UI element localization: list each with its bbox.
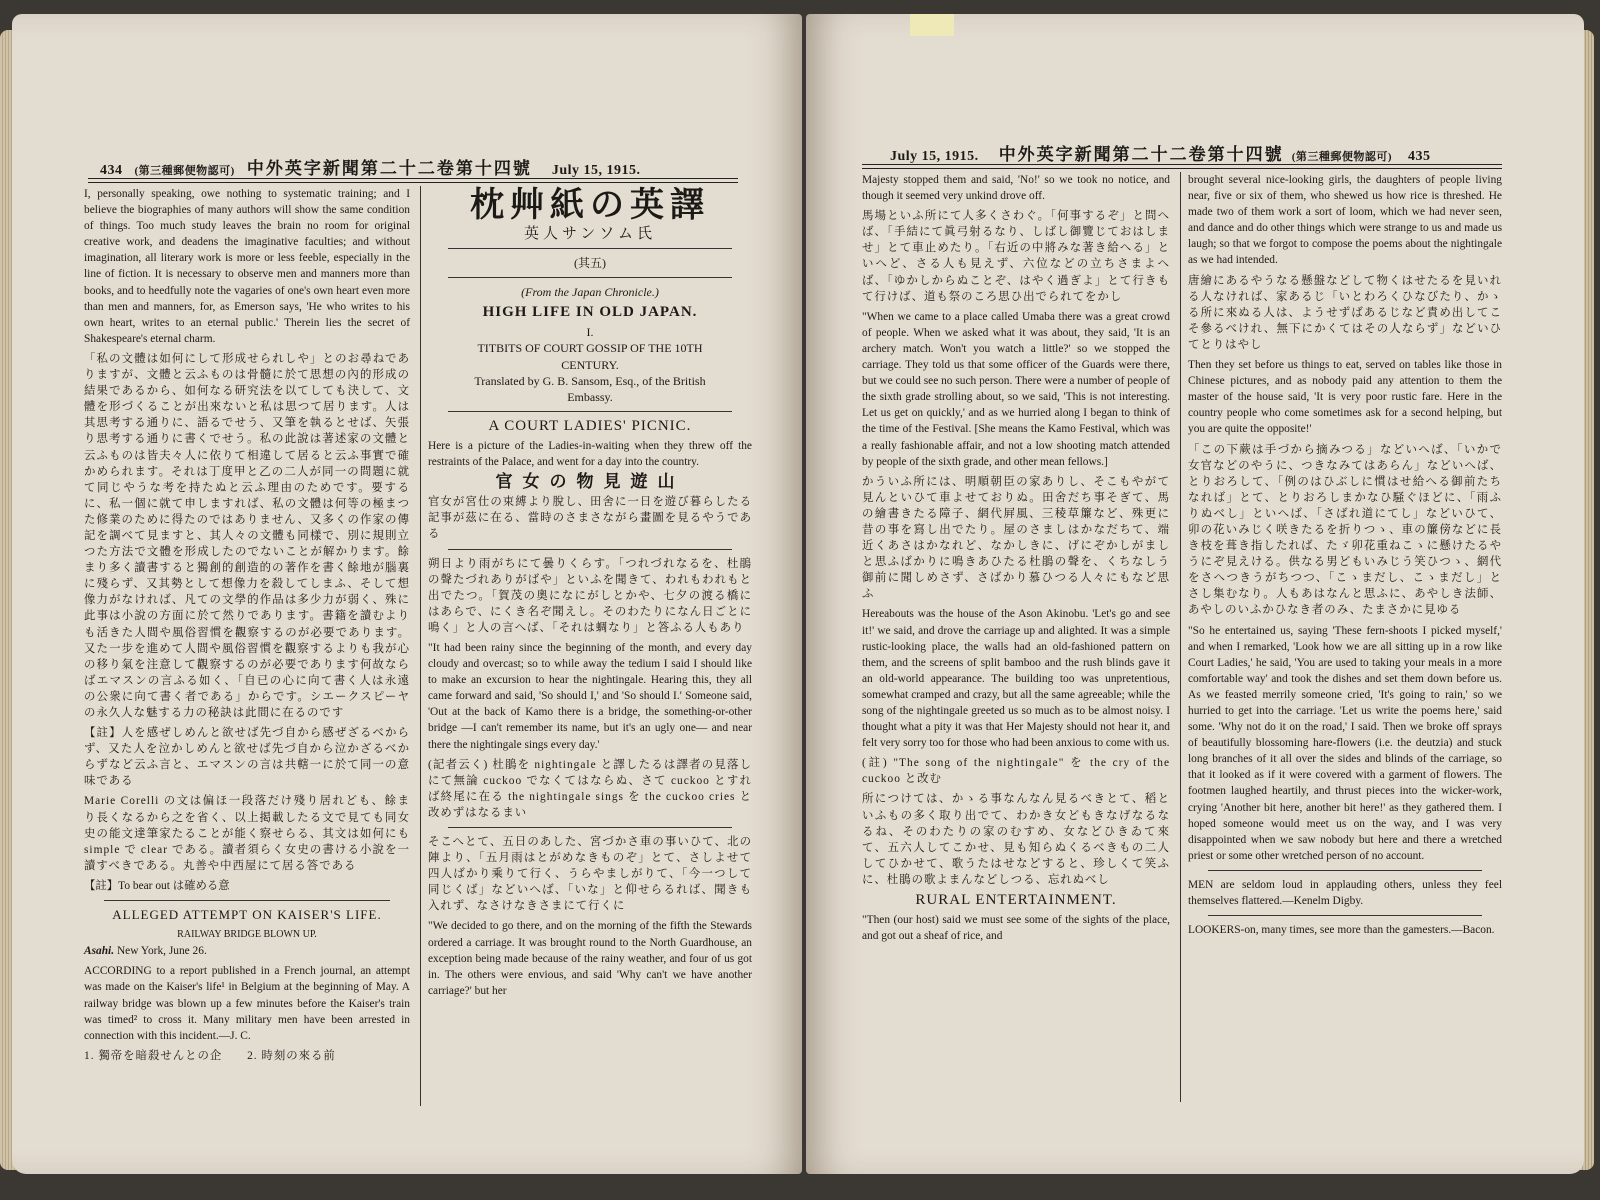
section-heading-jp: 官女の物見遊山 xyxy=(495,472,685,492)
translation-paragraph: Majesty stopped them and said, 'No!' so we took no notice, and though it seemed very unkind drove off. xyxy=(862,174,1170,203)
right-permit: (第三種郵便物認可) xyxy=(1291,151,1393,163)
divider xyxy=(1208,870,1482,871)
translation-paragraph: Then they set before us things to eat, served on tables like those in Chinese pictures, and as nobody paid any attention to them the master of the house said, 'It is very poor rustic fare. Here in the country people who come sometimes ask for a second helping, but you are quite the opposite!' xyxy=(1188,359,1502,436)
headline-numeral: I. xyxy=(586,325,594,340)
editor-note: (記者云く) 杜鵑を nightingale と譯したるは譯者の見落しにて無論 cuckoo でなくてはならぬ、さて cuckoo とすれば終尾に在る the nightingale sings を the cuckoo cries と改めずはなるまい xyxy=(428,758,752,819)
divider xyxy=(448,248,732,249)
quotation: LOOKERS-on, many times, see more than the gamesters.—Bacon. xyxy=(1188,924,1495,937)
original-text-jp: かういふ所には、明順朝臣の家ありし、そこもやがて見んといひて車よせておりぬ。田舍だち事そぎて、馬の繪書きたる障子、網代屛風、三稜草簾など、殊更に昔の事を寫し出でたり。屋のさましはかなだちて、端近くあさはかなれど、なかしきに、げにぞかしがましと思ふばかりに鳴きあひたる杜鵑の聲を、くちなしう御前に聞しめさず、さばかり慕ひつる人々にもなど思ふ xyxy=(862,475,1170,601)
translation-paragraph: Hereabouts was the house of the Ason Akinobu. 'Let's go and see it!' we said, and drove the carriage up and alighted. It was a simple rustic-looking place, the walls had an old-fashioned pattern on them, and the screens of split bamboo and the rush blinds gave it an old-world appearance. The building too was unpretentious, somewhat cramped and crazy, but all the same agreeable; while the song of the nightingale greeted us so much as to be almost noisy. I thought what a pity it was that Her Majesty should not hear it, and felt very sorry too for those who had been anxious to come with us. xyxy=(862,608,1170,750)
right-journal-title: 中外英字新聞第二十二卷第十四號 xyxy=(998,145,1284,164)
section-heading: RURAL ENTERTAINMENT. xyxy=(915,892,1117,909)
dateline-source: Asahi. xyxy=(84,945,115,958)
right-page xyxy=(806,14,1584,1174)
quotation: MEN are seldom loud in applauding others, unless they feel themselves flattered.—Kenelm Digby. xyxy=(1188,878,1502,908)
subtitle: TITBITS OF COURT GOSSIP OF THE 10TH CENTURY. xyxy=(477,341,703,372)
translation-paragraph: "Then (our host) said we must see some of the sights of the place, and got out a sheaf of rice, and xyxy=(862,914,1170,943)
left-column-2 xyxy=(428,186,752,1003)
divider xyxy=(448,277,732,278)
japanese-translation: 「私の文體は如何にして形成せられしや」とのお尋ねでありますが、文體と云ふものは骨髓に於て思想の內的形成の結果であるから、如何なる研究法を以てしても決して、文體を形づくることが出來ないと私は思つて居ります。人は其思考する通りに、語るでせう、又筆を執るとせば、矢張り思考する通りに書くでせう。私の此說は著述家の文體と云ふものは皆夫々人に依りて相違して居ると云ふ事實で確かめられます。それは丁度甲と乙の二人が同一の問題に就て同じやうな考を持たぬと云ふ理由のためです。要するに、私一個に就て申しますれば、私の文體は何等の極まつた修業のために得たのではありません、又多くの作家の傳記を調べて見ますと、其人々の文體も同樣で、別に規則立つた方法で文體を形成したのでないことが解かります。餘まり多く讀書すると獨創的創造的の著作を書く餘地が腦裏に殘らず、又其勢として想像力を殺してしまふ、そして想像力がなければ、凡ての文學的作品は多少力が弱く、殊に此事は小說の方面に於て然りであります。書籍を讀むよりも活きた人間や風俗習慣を觀察するのが必要であります。又た一步を進めて人間や風俗習慣を觀察するよりも我が心の移り氣を注意して觀察するのが必要であります何故ならばエマスンの言ふる如く、「自已の心に向て書く人は永遠の公衆に向て書く者である」からです。シエークスピーヤの永久人な魅する力の秘訣は此間に在るのです xyxy=(84,352,410,719)
intro-paragraph: Here is a picture of the Ladies-in-waiting when they threw off the restraints of the Palace, and went for a day into the country. xyxy=(428,439,752,469)
left-journal-title: 中外英字新聞第二十二卷第十四號 xyxy=(246,159,532,178)
original-text-jp: 馬場といふ所にて人多くさわぐ。「何事するぞ」と問へば、「手結にて眞弓射るなり、しばし御覽じておはしませ」とて車止めたり。「右近の中將みな著き給へる」といへど、さる人も見えず、六位などの立ちさまよへば、「ゆかしからぬことぞ、はやく過ぎよ」とて行きもて行けば、道も祭のころ思ひ出でられてをかし xyxy=(862,210,1170,303)
right-header xyxy=(890,140,1431,165)
footnotes: 1. 獨帝を暗殺せんとの企 2. 時刻の來る前 xyxy=(84,1049,336,1062)
right-column-2 xyxy=(1188,172,1502,942)
annotation-note: 【註】人を感ぜしめんと欲せば先づ自から感ぜざるべからず、又た人を泣かしめんと欲せば先づ自から泣かざるべからずなど云ふ言と、エマスンの言は共轄一に於て同一の意味である xyxy=(84,727,410,788)
left-column-1 xyxy=(84,186,410,1068)
part-number: (其五) xyxy=(574,256,606,271)
left-page xyxy=(12,14,802,1174)
kaiser-subheadline: RAILWAY BRIDGE BLOWN UP. xyxy=(177,929,317,941)
divider xyxy=(448,827,732,828)
right-column-1 xyxy=(862,172,1170,948)
right-date: July 15, 1915. xyxy=(890,149,979,164)
article-author-jp: 英人サンソム氏 xyxy=(523,226,657,242)
translation-paragraph: "When we came to a place called Umaba there was a great crowd of people. When we asked what it was about, they said, 'It is an archery match. Won't you watch a little?' so we stopped the carriage. They told us that some officer of the Guards were there, but we could see no such person. There were a number of people of the sixth grade strolling about, so we said, 'This is not interesting. Let us get on quickly,' and as we hurried along I began to think of the time of the Festival. [She means the Kamo Festival, which was a really fashionable affair, and not a low shooting match attended by people of the sixth grade, and other mean fellows.] xyxy=(862,310,1170,468)
original-text-jp: そこへとて、五日のあした、宮づかさ車の事いひて、北の陣より、「五月雨はとがめなきものぞ」とて、さしよせて四人ばかり乘りて行く、うらやましがりて、「今一つして同じくば」などいへば、「いな」と仰せらるれば、聞きも入れず、なさけなきさまにて行くに xyxy=(428,836,752,913)
intro-paragraph-jp: 官女が宮仕の束縛より脫し、田舍に一日を遊び暮らしたる記事が茲に在る、當時のさまさながら畫圖を見るやうである xyxy=(428,496,752,541)
right-page-number: 435 xyxy=(1408,149,1431,164)
kaiser-headline: ALLEGED ATTEMPT ON KAISER'S LIFE. xyxy=(112,907,382,923)
article-title-jp: 枕艸紙の英譯 xyxy=(470,187,710,224)
original-text-jp: 所につけては、かゝる事なんなん見るべきとて、稻といふもの多く取り出でて、わかき女どもきなげなるなるね、そのわたりの家のむすめ、女などひきゐて來て、五六人してこかせ、見も知らぬくるべきもの二人してひかせて、歌うたはせなどすると、珍しくて笑ふに、杜鵑の歌よまんなどしつる、忘れぬべし xyxy=(862,793,1170,886)
dateline: New York, June 26. xyxy=(116,945,207,958)
translation-paragraph: "It had been rainy since the beginning of the month, and every day cloudy and overcast; so to while away the tedium I said I should like to make an excursion to hear the nightingale. Hearing this, they all came forward and said, 'So should I,' and 'So should I.' Someone said, 'Out at the back of Kamo there is a bridge, the something-or-other bridge —I can't remember its name, but it's an ugly one— and near there the nightingale sings every day.' xyxy=(428,641,752,751)
translation-paragraph: "So he entertained us, saying 'These fern-shoots I picked myself,' and when I remarked, 'Look how we are all sitting up in a row like Court Ladies,' he said, 'You are used to taking your meals in a more comfortable way' and took the dishes and set them down before us. As we feasted merrily someone cried, 'It's going to rain,' so we hurried to get into the carriage. 'Let us write the poems here,' said some. 'Why not do it on the road,' I said. Then we broke off sprays of beautifully blossoming hare-flowers (i.e. the deutzia) and stuck long branches of it all over the sides and blinds of the carriage, so that it looked as if it were covered with a garment of flowers. The footmen laughed heartily, and thrust pieces into the wicker-work, crying 'Another bit here, another bit here!' as they gathered them. I hoped someone would meet us on the way, and I was very disappointed when we saw nobody but here and there a wretched priest or some other wretched person of no account. xyxy=(1188,624,1502,862)
right-column-divider xyxy=(1180,172,1181,1102)
annotation-note: (註) "The song of the nightingale" を the cry of the cuckoo と改む xyxy=(862,757,1170,786)
section-heading: A COURT LADIES' PICNIC. xyxy=(488,417,692,434)
divider xyxy=(448,549,732,550)
annotation-note: 【註】To bear out は確める意 xyxy=(84,879,230,892)
translator-credit: Translated by G. B. Sansom, Esq., of the British Embassy. xyxy=(474,373,706,404)
original-text-jp: 唐繪にあるやうなる懸盤などして物くはせたるを見いれる人なければ、家あるじ「いとわろくひなびたり、かゝる所に來ぬる人は、ようせずばあるじなど責め出してこそ參るべけれ、無下にかくてはその人ならず」などいひてとりはやし xyxy=(1188,274,1502,351)
divider xyxy=(1208,915,1482,916)
divider xyxy=(448,411,732,412)
divider xyxy=(104,900,390,901)
left-header-rule xyxy=(88,178,738,183)
source-credit: (From the Japan Chronicle.) xyxy=(521,285,659,300)
left-header xyxy=(100,154,641,179)
article-paragraph: Marie Corelli の文は偏ほ一段落だけ殘り居れども、餘まり長くなるから之を省く、以上掲載したる文で見ても同女史の能文達筆家たることが能く察せらる、其文は如何にも simple で clear である。讀者須らく女史の書ける小說を一讀すべきである。丸善や中西屋にて居る答である xyxy=(84,795,410,872)
original-text-jp: 朔日より雨がちにて曇りくらす。「つれづれなるを、杜鵑の聲たづれありがばや」といふを聞きて、われもわれもと出でたつ。「賀茂の奧になにがしとかや、七夕の渡る橋にはあらで、にくき名ぞ聞えし。そのわたりになん日ごとに鳴く」と人の言へば、「それは蜩なり」と答ふる人もあり xyxy=(428,557,752,634)
translation-paragraph: brought several nice-looking girls, the daughters of people living near, five or six of them, who shewed us how rice is threshed. He made two of them work a sort of loom, which we had never seen, and dance and do other things which were strange to us and made us laugh; so that we forgot to compose the poems about the nightingale as we had intended. xyxy=(1188,174,1502,267)
original-text-jp: 「この下蕨は手づから摘みつる」などいへば、「いかで女官などのやうに、つきなみてはあらん」などいへば、とりおろして、「例のはひぶしに慣はせ給へる御前たちなれば」とて、とりおろしまかなひ騒ぐほどに、「雨ふりぬべし」といへば、「さばれ道にてし」などいひて、卯の花いみじく咲きたるを折りつゝ、車の簾傍などに長き枝を葺き指したれば、たゞ卯花重ねこゝに懸けたるやうにぞ見えける。供なる男どもいみじう笑ひつゝ、網代をさへつきうがちつつ、「こゝまだし、こゝまだし」とさし集むなり。人もあはなんと思ふに、あやしき法師、あやしのいふかひなき者のみ、たまさかに見ゆる xyxy=(1188,443,1502,617)
article-paragraph: I, personally speaking, owe nothing to systematic training; and I believe the biographies of many authors will show the same condition of things. Too much study leaves the brain no room for original creative work, and deadens the imaginative faculties; and without imagination, all literary work is more or less feeble, especially in the line of fiction. It is necessary to observe men and manners more than books, and to heedfully note the vagaries of one's own heart even more than men and manners, for, as Emerson says, 'He who writes to his own heart, writes to an eternal public.' Therein lies the secret of Shakespeare's eternal charm. xyxy=(84,188,410,345)
left-permit: (第三種郵便物認可) xyxy=(134,165,235,177)
kaiser-article-body: ACCORDING to a report published in a French journal, an attempt was made on the Kaiser's life¹ in Belgium at the beginning of May. A railway bridge was blown up a few minutes before the Kaiser's train was timed² to cross it. Many military men have been arrested in connection with this incident.—J. C. xyxy=(84,965,410,1042)
left-column-divider xyxy=(420,186,421,1106)
right-header-rule xyxy=(862,164,1502,169)
left-page-number: 434 xyxy=(100,163,123,178)
headline: HIGH LIFE IN OLD JAPAN. xyxy=(482,304,698,321)
bookmark-tab xyxy=(910,14,954,36)
translation-paragraph: "We decided to go there, and on the morning of the fifth the Stewards ordered a carriage. It was brought round to the North Guardhouse, an exception being made because of the rainy weather, and four of us got in. The others were envious, and said 'Why can't we have another carriage?' but her xyxy=(428,920,752,997)
left-date: July 15, 1915. xyxy=(551,163,641,178)
